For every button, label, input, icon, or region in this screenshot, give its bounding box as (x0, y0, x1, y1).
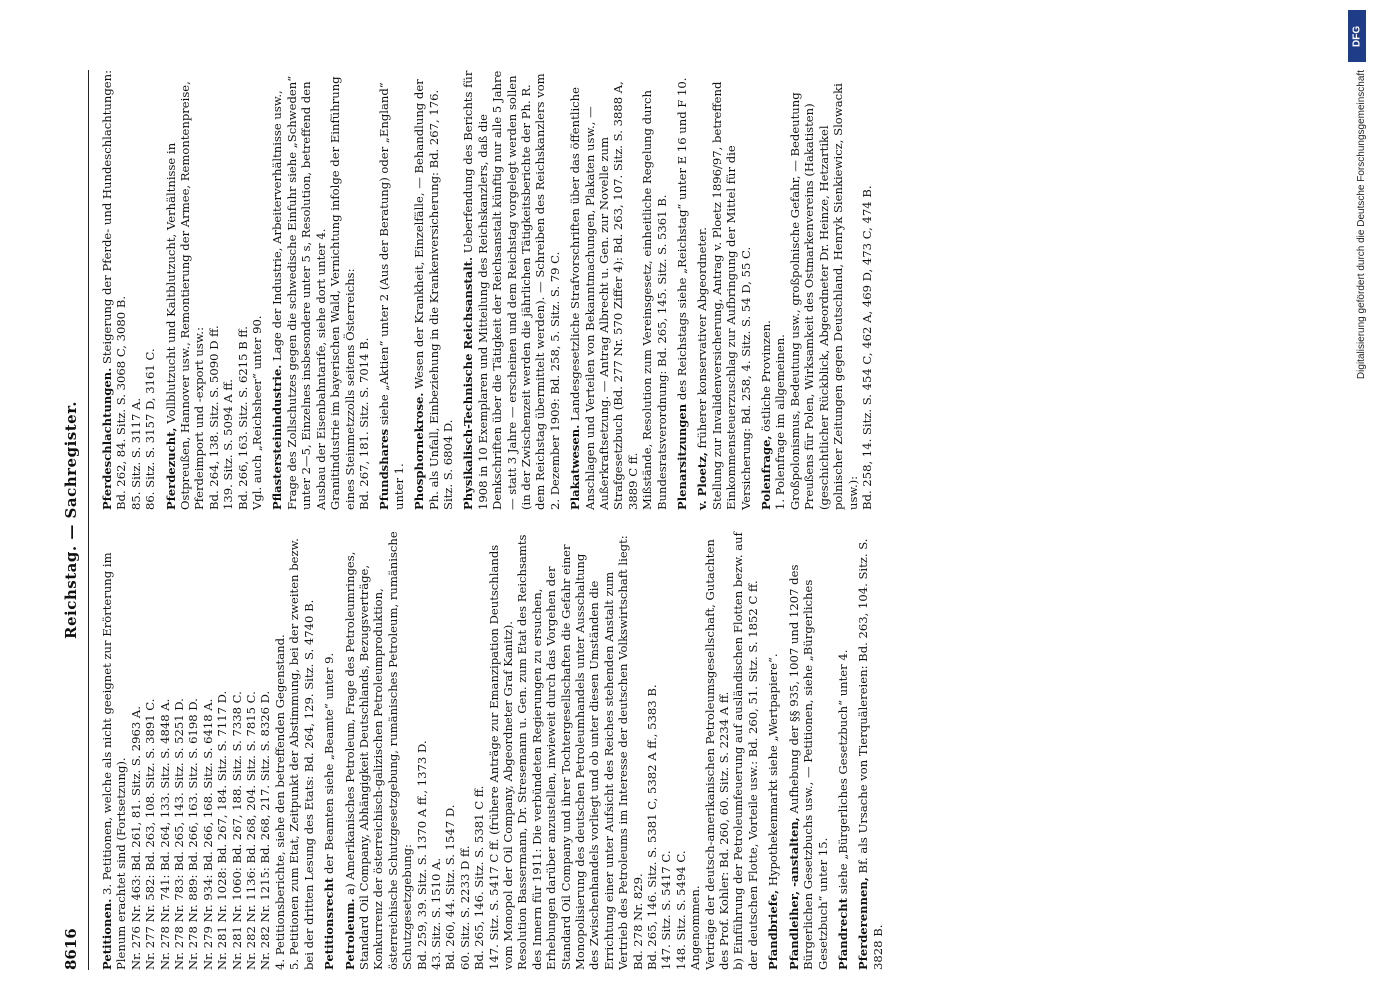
entry-line: Nr. 278 Nr. 783: Bd. 265, 143. Sitz. S. 5251 D. (172, 698, 187, 970)
entry-line: 147. Sitz. S. 5417 C ff. (frühere Anträge zur Emanzipation Deutschlands vom Monopol der Oil Company, Abgeordneter Graf Kanitz). (486, 541, 515, 970)
entry-line: Verträge der deutsch-amerikanischen Petroleumsgesellschaft, Gutachten des Prof. Kohler: Bd. 260, 60. Sitz. S. 2234 A ff. (702, 535, 732, 970)
entry-headword: Petroleum. (342, 898, 357, 970)
entry-line: Resolution Bassermann, Dr. Stresemann u. Gen. zum Etat des Reichsamts des Innern für 1911: Die verbündeten Regierungen zu ersuchen, Erhebungen darüber anzustellen, inwieweit durch das Vorgehen der Standard Oil Company und ihrer Tochtergesellschaften die Gefahr einer Monopolisierung des deutschen Petroleumhandels unter Ausschaltung des Zwischenhandels vorliegt und ob unter diesen Umständen die Errichtung einer unter Aufsicht des Reiches stehenden Anstalt zum Vertrieb des Petroleums im Interesse der deutschen Volkswirtschaft liegt: Bd. 278 Nr. 829. (515, 530, 645, 970)
entry-line: Bd. 260, 44. Sitz. S. 1547 D. (443, 804, 458, 970)
entry-line: Nr. 277 Nr. 582: Bd. 263, 108. Sitz. S. 3891 C. (143, 698, 158, 970)
register-entry (695, 70, 753, 510)
entry-line: des Reichstags siehe „Reichstag“ unter E 16 und F 10. (675, 77, 690, 401)
entry-line: Vollblutzucht und Kaltblutzucht, Verhältnisse in Ostpreußen, Hannover usw., Remontierung der Armee, Remontenpreise, Pferdeimport und -export usw.: (163, 77, 207, 510)
entry-line: Wesen der Krankheit, Einzelfälle, — Behandlung der Ph. als Unfall, Einbeziehung in die Krankenversicherung: Bd. 267, 176. Sitz. S. 6804 D. (412, 75, 455, 510)
entry-line: Bd. 267, 181. Sitz. S. 7014 B. (356, 337, 371, 510)
entry-headword: Petitionen. (100, 898, 114, 970)
entry-line: 4. Petitionsberichte, siehe den betreffenden Gegenstand. (272, 634, 287, 970)
entry-headword: Pferdeschlachtungen. (100, 367, 114, 510)
entry-line: Landesgesetzliche Strafvorschriften über das öffentliche Anschlagen und Verteilen von Bekanntmachungen, Plakaten usw., — Außerkraftsetzung. — Antrag Albrecht u. Gen. zur Novelle zum Strafgesetzbuch (Bd. 277 Nr. 570 Ziffer 4): Bd. 263, 107. Sitz. S. 3888 A, 3889 C ff. (568, 77, 640, 510)
entry-line: östliche Provinzen. (759, 320, 774, 432)
register-entry (766, 530, 780, 970)
entry-headword: Pfandrecht (835, 897, 850, 970)
entry-line: Großpolonismus, Bedeutung usw., großpolnische Gefahr, — Bedeutung Preußens für Polen, Wirksamkeit des Ostmarkenvereins (Hakatisten) (geschichtlicher Rückblick, Abgeordneter Dr. Heinze, Hetzartikel polnischer Zeitungen gegen Deutschland, Henryk Sienkiewicz, Slowacki usw.): (787, 79, 860, 510)
running-title-dash: — (62, 524, 80, 540)
entry-line: Bd. 258, 14. Sitz. S. 454 C, 462 A, 469 D, 473 C, 474 B. (859, 185, 874, 510)
entry-line: Bd. 259, 39. Sitz. S. 1370 A ff., 1373 D. (414, 740, 429, 970)
entry-line: 3. Petitionen, welche als nicht geeignet zur Erörterung im Plenum erachtet sind (Fortsetzung). (100, 548, 129, 970)
register-entry (100, 530, 316, 970)
entry-headword: Physikalisch-Technische Reichsanstalt. (461, 256, 476, 510)
register-entry (342, 527, 761, 970)
entry-line: Ueberfendung des Berichts für 1908 in 10 Exemplaren und Mitteilung des Reichskanzlers, daß die Denkschriften über die Tätigkeit der Reichsanstalt künftig nur alle 5 Jahre — statt 3 Jahre — erscheinen und dem Reichstag vorgelegt werden sollen (in der Zwischenzeit werden die jährlichen Tätigkeitsberichte der Ph. R. dem Reichstag übermittelt werden). — Schreiben des Reichskanzlers vom 2. Dezember 1909: Bd. 258, 5. Sitz. S. 79 C. (461, 66, 562, 510)
entry-line: 5. Petitionen zum Etat, Zeitpunkt der Abstimmung, bei der zweiten bezw. bei der dritten Lesung des Etats: Bd. 264, 129. Sitz. S. 4740 B. (287, 534, 316, 970)
entry-headword: Pflastersteinindustrie. (270, 364, 285, 510)
entry-line: 43. Sitz. S. 1510 A. (428, 857, 443, 970)
register-entry (100, 70, 158, 510)
dfg-logo: DFG (1348, 10, 1366, 62)
entry-line: Nr. 282 Nr. 1136: Bd. 268, 204. Sitz. S. 7815 C. (244, 691, 259, 970)
entry-line: Bd. 265, 146. Sitz. S. 5381 C, 5382 A ff., 5383 B. (645, 684, 660, 970)
entry-line: b) Einführung der Petroleumfeuerung auf ausländischen Flotten bezw. auf der deutschen Flotte, Vorteile usw.: Bd. 260, 51. Sitz. S. 1852 C ff. (731, 528, 760, 970)
right-column (100, 66, 880, 510)
entry-line: Granitindustrie im bayerischen Wald, Vernichtung infolge der Einführung eines Steinmetzzolls seitens Österreichs: (328, 72, 357, 510)
entry-headword: Pfundshares (377, 428, 392, 510)
register-entry (377, 70, 406, 510)
entry-line: 85. Sitz. S. 3117 A. (128, 397, 143, 510)
running-title-right: Sachregister. (62, 401, 80, 519)
register-entry (322, 530, 336, 970)
entry-line: Steigerung der Pferde- und Hundeschlachtungen: (100, 70, 114, 365)
digitization-note: Digitalisierung gefördert durch die Deutsche Forschungsgemeinschaft (1356, 70, 1367, 380)
entry-line: 86. Sitz. S. 3157 D, 3161 C. (143, 348, 158, 510)
entry-headword: Pfandleiher, -anstalten, (786, 817, 801, 970)
entry-line: siehe „Bürgerliches Gesetzbuch“ unter 4. (835, 649, 850, 895)
page (60, 66, 1380, 970)
register-entry (461, 66, 562, 510)
entry-line: Bf. als Ursache von Tierquälereien: Bd. 263, 104. Sitz. S. 3828 B. (856, 534, 885, 970)
entry-line: Nr. 282 Nr. 1215: Bd. 268, 217. Sitz. S. 8326 D. (258, 690, 273, 970)
entry-line: Aufhebung der §§ 935, 1007 und 1207 des Bürgerlichen Gesetzbuchs usw., — Petitionen, siehe „Bürgerliches Gesetzbuch“ unter 15. (786, 560, 830, 970)
entry-headword: v. Ploetz, (695, 452, 710, 510)
register-entry (164, 70, 265, 510)
entry-line: Stellung zur Invalidenversicherung, Antrag v. Ploetz 1896/97, betreffend Einkommensteuerzuschlag zur Aufbringung der Mittel für die Versicherung: Bd. 258, 4. Sitz. S. 54 D, 55 C. (709, 77, 753, 510)
entry-line: Nr. 281 Nr. 1060: Bd. 267, 188. Sitz. S. 7338 C. (229, 691, 244, 970)
register-entry (270, 70, 371, 510)
entry-line: Bd. 266, 163. Sitz. S. 6215 B ff. (235, 326, 250, 510)
entry-headword: Pferdezucht, (163, 427, 178, 510)
entry-line: Nr. 276 Nr. 463: Bd. 261, 81. Sitz. S. 2963 A. (128, 706, 143, 970)
entry-headword: Plakatwesen. (568, 424, 583, 510)
register-entry (759, 70, 874, 510)
page-header (60, 70, 84, 970)
entry-line: Nr. 278 Nr. 741: Bd. 264, 133. Sitz. S. 4848 A. (157, 698, 172, 970)
entry-line: Bd. 265, 146. Sitz. S. 5381 C ff. (472, 785, 487, 970)
header-rule (88, 70, 89, 970)
entry-line: Nr. 279 Nr. 934: Bd. 266, 168. Sitz. S. 6418 A. (200, 698, 215, 970)
entry-line: der Beamten siehe „Beamte“ unter 9. (322, 652, 337, 874)
running-title-left: Reichstag. (62, 545, 80, 639)
entry-line: Lage der Industrie, Arbeiterverhältnisse usw., Frage des Zollschutzes gegen die schwedische Einfuhr siehe „Schweden“ unter 2—5, Einzelnes insbesondere unter 5 s, Resolution, betreffend den Ausbau der Eisenbahntarife, siehe dort unter 4. (270, 72, 328, 510)
register-entry (675, 70, 689, 510)
register-entry (412, 70, 455, 510)
entry-line: 139. Sitz. S. 5094 A ff. (221, 379, 236, 510)
entry-line: a) Amerikanisches Petroleum, Frage des Petroleumringes, Standard Oil Company, Abhängigkeit Deutschlands, Bezugsverträge, Konkurrenz der österreichisch-galizischen Petroleumproduktion, österreichische Schutzgesetzgebung, rumänisches Petroleum, rumänische Schutzgesetzgebung: (342, 527, 415, 970)
entry-line: Vgl. auch „Reichsheer“ unter 90. (250, 315, 265, 510)
entry-line: Bd. 264, 138. Sitz. S. 5090 D ff. (206, 325, 221, 510)
entry-line: Mißstände, Resolution zum Vereinsgesetz, einheitliche Regelung durch Bundesratsverordnung: Bd. 265, 145. Sitz. S. 5361 B. (640, 86, 669, 510)
entry-line: 1. Polenfrage im allgemeinen. (773, 334, 788, 510)
entry-line: Nr. 278 Nr. 889: Bd. 266, 163. Sitz. S. 6198 D. (186, 698, 201, 970)
entry-headword: Phosphornekrose. (412, 392, 427, 510)
entry-line: siehe „Aktien“ unter 2 (Aus der Beratung) oder „England“ unter 1. (377, 78, 406, 510)
entry-line: Bd. 262, 84. Sitz. S. 3068 C, 3080 B. (114, 295, 129, 510)
entry-headword: Petitionsrecht (322, 877, 337, 970)
register-entry (836, 530, 850, 970)
entry-line: 147. Sitz. S. 5417 C. (659, 850, 674, 970)
page-number: 8616 (62, 928, 80, 970)
running-title (62, 70, 80, 970)
entry-headword: Pfandbriefe, (766, 889, 781, 970)
entry-line: 60. Sitz. S. 2233 D ff. (457, 845, 472, 970)
entry-headword: Polenfrage, (759, 435, 774, 510)
register-entry (856, 530, 885, 970)
left-column (100, 527, 891, 970)
entry-line: Angenommen. (688, 885, 703, 970)
entry-headword: Plenarsitzungen (675, 403, 690, 510)
register-entry (787, 530, 830, 970)
register-entry (568, 70, 669, 510)
entry-headword: Pferderennen, (856, 877, 871, 970)
entry-line: früherer konservativer Abgeordneter. (695, 227, 710, 449)
entry-line: Hypothekenmarkt siehe „Wertpapiere“. (766, 653, 781, 887)
entry-line: Nr. 281 Nr. 1028: Bd. 267, 184. Sitz. S. 7117 D. (215, 690, 230, 970)
entry-line: 148. Sitz. S. 5494 C. (673, 850, 688, 970)
